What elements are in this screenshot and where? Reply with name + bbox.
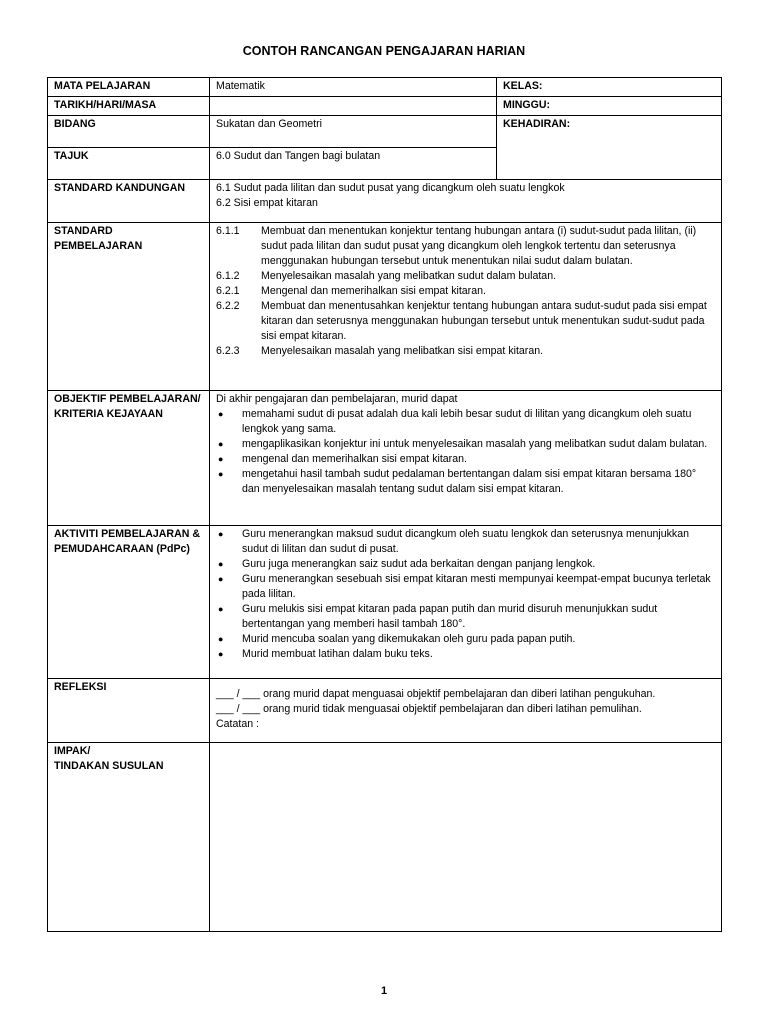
value-mata-pelajaran: Matematik: [210, 78, 497, 97]
bullet-icon: ●: [218, 439, 224, 449]
row-tarikh: [48, 97, 722, 116]
label-minggu: MINGGU:: [497, 97, 722, 116]
bullet-icon: ●: [218, 634, 224, 644]
row-objektif: [48, 391, 722, 526]
objektif-intro: Di akhir pengajaran dan pembelajaran, murid dapat: [216, 393, 458, 405]
label-kelas: KELAS:: [497, 78, 722, 97]
label-aktiviti: [48, 526, 210, 679]
list-item-text: Guru menerangkan sesebuah sisi empat kitaran mesti mempunyai keempat-empat bucunya terletak pada lilitan.: [242, 573, 711, 600]
sp-number: 6.2.1: [216, 285, 240, 297]
value-standard-pembelajaran: [210, 223, 722, 391]
value-impak: [210, 743, 722, 932]
value-tarikh: [210, 97, 497, 116]
row-standard-kandungan: [48, 180, 722, 223]
row-refleksi: [48, 679, 722, 743]
bullet-icon: ●: [218, 469, 224, 479]
list-item: [216, 632, 715, 647]
list-item-text: mengetahui hasil tambah sudut pedalaman bertentangan dalam sisi empat kitaran bersama 180° dan menyelesaikan masalah tentang sudut dalam sisi empat kitaran.: [242, 468, 697, 495]
list-item: [216, 527, 715, 557]
value-standard-kandungan: [210, 180, 722, 223]
label-line: OBJEKTIF PEMBELAJARAN/: [54, 393, 201, 405]
list-item-text: mengaplikasikan konjektur ini untuk menyelesaikan masalah yang melibatkan sudut dalam bulatan.: [242, 438, 708, 450]
bullet-icon: ●: [218, 574, 224, 584]
sp-text: Membuat dan menentukan konjektur tentang hubungan antara (i) sudut-sudut pada lilitan, (ii) sudut pada lilitan dan sudut pusat yang dicangkum oleh lengkok tertentu dan seterusnya menggunakan hubungan tersebut untuk menentukan nilai sudut dalam bulatan.: [261, 225, 697, 267]
sp-number: 6.1.1: [216, 225, 240, 237]
label-line: KRITERIA KEJAYAAN: [54, 408, 163, 420]
value-bidang: Sukatan dan Geometri: [210, 116, 497, 148]
bullet-icon: ●: [218, 604, 224, 614]
refleksi-catatan: Catatan :: [216, 718, 259, 730]
aktiviti-list: [216, 527, 715, 662]
label-line: AKTIVITI PEMBELAJARAN &: [54, 528, 200, 540]
label-mata-pelajaran: MATA PELAJARAN: [48, 78, 210, 97]
label-objektif: [48, 391, 210, 526]
row-mata-pelajaran: [48, 78, 722, 97]
row-bidang: [48, 116, 722, 148]
list-item-text: memahami sudut di pusat adalah dua kali lebih besar sudut di lilitan yang dicangkum oleh suatu lengkok yang sama.: [242, 408, 692, 435]
list-item: [216, 647, 715, 662]
row-aktiviti: [48, 526, 722, 679]
list-item-text: mengenal dan memerihalkan sisi empat kitaran.: [242, 453, 467, 465]
label-line: IMPAK/: [54, 745, 91, 757]
list-item: [216, 437, 715, 452]
list-item-text: Murid membuat latihan dalam buku teks.: [242, 648, 433, 660]
standard-kandungan-item: 6.1 Sudut pada lilitan dan sudut pusat yang dicangkum oleh suatu lengkok: [216, 182, 565, 194]
label-line: TINDAKAN SUSULAN: [54, 760, 164, 772]
list-item: [216, 602, 715, 632]
bullet-icon: ●: [218, 409, 224, 419]
sp-item: [216, 269, 715, 284]
sp-text: Menyelesaikan masalah yang melibatkan sudut dalam bulatan.: [261, 270, 557, 282]
bullet-icon: ●: [218, 559, 224, 569]
value-objektif: [210, 391, 722, 526]
list-item: [216, 407, 715, 437]
list-item: [216, 467, 715, 497]
label-kehadiran: KEHADIRAN:: [497, 116, 722, 180]
sp-text: Mengenal dan memerihalkan sisi empat kitaran.: [261, 285, 486, 297]
sp-item: [216, 299, 715, 344]
label-tarikh: TARIKH/HARI/MASA: [48, 97, 210, 116]
refleksi-line: ___ / ___ orang murid dapat menguasai objektif pembelajaran dan diberi latihan pengukuhan.: [216, 688, 656, 700]
value-aktiviti: [210, 526, 722, 679]
label-line: PEMUDAHCARAAN (PdPc): [54, 543, 190, 555]
label-bidang: BIDANG: [48, 116, 210, 148]
list-item: [216, 557, 715, 572]
objektif-list: [216, 407, 715, 497]
list-item: [216, 452, 715, 467]
bullet-icon: ●: [218, 454, 224, 464]
value-tajuk: 6.0 Sudut dan Tangen bagi bulatan: [210, 148, 497, 180]
lesson-plan-table: [47, 77, 722, 932]
sp-text: Membuat dan menentusahkan kenjektur tentang hubungan antara sudut-sudut pada sisi empat kitaran dan seterusnya menggunakan hubungan tersebut untuk menentukan sudut-sudut pada sisi empat kitaran.: [261, 300, 707, 342]
label-line: PEMBELAJARAN: [54, 240, 143, 252]
bullet-icon: ●: [218, 529, 224, 539]
page-title: CONTOH RANCANGAN PENGAJARAN HARIAN: [242, 44, 526, 58]
label-tajuk: TAJUK: [48, 148, 210, 180]
label-standard-kandungan: STANDARD KANDUNGAN: [48, 180, 210, 223]
bullet-icon: ●: [218, 649, 224, 659]
list-item: [216, 572, 715, 602]
sp-item: [216, 344, 715, 359]
refleksi-line: ___ / ___ orang murid tidak menguasai objektif pembelajaran dan diberi latihan pemulihan.: [216, 703, 642, 715]
sp-number: 6.2.2: [216, 300, 240, 312]
sp-number: 6.2.3: [216, 345, 240, 357]
value-refleksi: [210, 679, 722, 743]
sp-text: Menyelesaikan masalah yang melibatkan sisi empat kitaran.: [261, 345, 544, 357]
list-item-text: Guru menerangkan maksud sudut dicangkum oleh suatu lengkok dan seterusnya menunjukkan sudut di lilitan dan sudut di pusat.: [242, 528, 689, 555]
list-item-text: Murid mencuba soalan yang dikemukakan oleh guru pada papan putih.: [242, 633, 576, 645]
sp-item: [216, 284, 715, 299]
row-impak: [48, 743, 722, 932]
label-refleksi: REFLEKSI: [48, 679, 210, 743]
page-number: 1: [380, 985, 388, 997]
sp-number: 6.1.2: [216, 270, 240, 282]
sp-item: [216, 224, 715, 269]
label-standard-pembelajaran: [48, 223, 210, 391]
label-line: STANDARD: [54, 225, 113, 237]
list-item-text: Guru melukis sisi empat kitaran pada papan putih dan murid disuruh menunjukkan sudut bertentangan yang memberi hasil tambah 180°.: [242, 603, 658, 630]
list-item-text: Guru juga menerangkan saiz sudut ada berkaitan dengan panjang lengkok.: [242, 558, 596, 570]
standard-kandungan-item: 6.2 Sisi empat kitaran: [216, 197, 318, 209]
row-standard-pembelajaran: [48, 223, 722, 391]
label-impak: [48, 743, 210, 932]
